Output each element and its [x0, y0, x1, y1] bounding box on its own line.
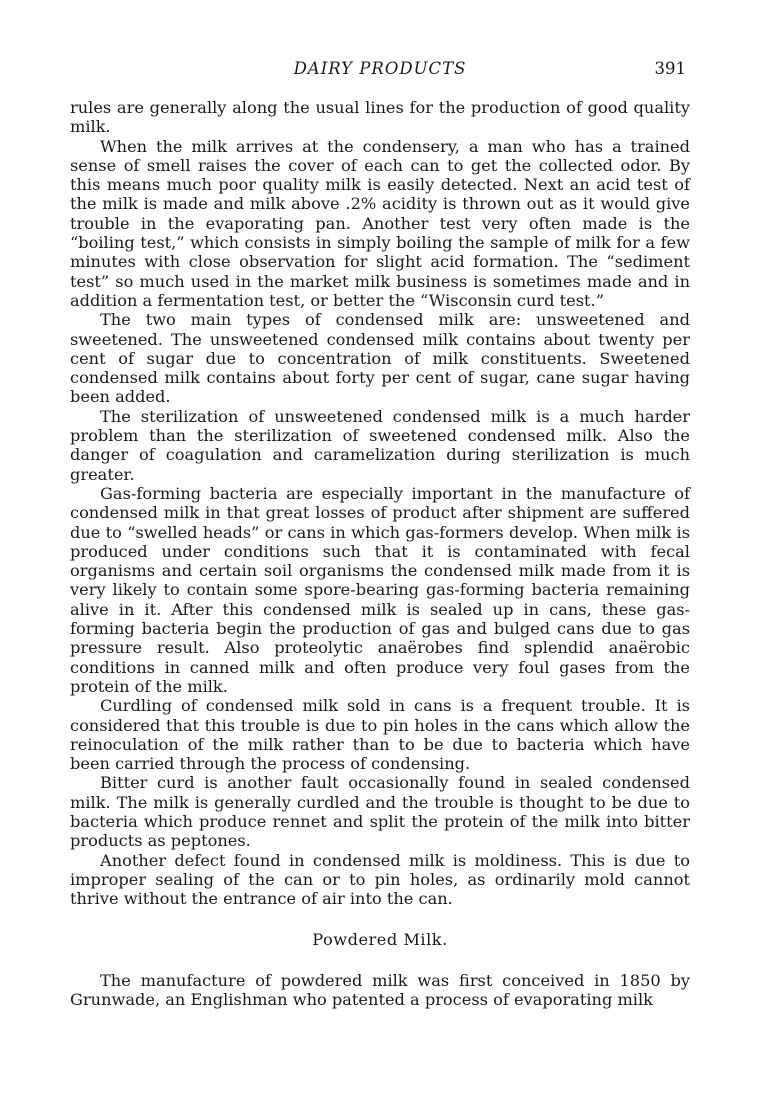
running-head	[70, 56, 690, 82]
book-page	[70, 56, 690, 1009]
running-title: DAIRY PRODUCTS	[293, 59, 467, 78]
paragraph-types-of-condensed-milk: The two main types of condensed milk are: unsweetened and sweetened. The unsweetened condensed milk contains about twenty per cent of sugar due to concentration of milk constituents. Sweetened condensed milk contains about forty per cent of sugar, cane sugar having been added.	[70, 310, 690, 407]
paragraph-condensery-tests: When the milk arrives at the condensery, a man who has a trained sense of smell raises the cover of each can to get the collected odor. By this means much poor quality milk is easily detected. Next an acid test of the milk is made and milk above .2% acidity is thrown out as it would give trouble in the evaporating pan. Another test very often made is the “boiling test,” which consists in simply boiling the sample of milk for a few minutes with close observation for slight acid formation. The “sediment test” so much used in the market milk business is sometimes made and in addition a fermentation test, or better the “Wisconsin curd test.”	[70, 136, 690, 310]
paragraph-powdered-milk: The manufacture of powdered milk was first conceived in 1850 by Grunwade, an Englishman who patented a process of evaporating milk	[70, 970, 690, 1010]
body-text	[70, 98, 690, 908]
paragraph-curdling: Curdling of condensed milk sold in cans is a frequent trouble. It is considered that this trouble is due to pin holes in the cans which allow the reinoculation of the milk rather than to be due to bacteria which have been carried through the process of condensing.	[70, 696, 690, 774]
paragraph-continuation: rules are generally along the usual lines for the production of good quality milk.	[70, 98, 690, 137]
section-heading: Powdered Milk.	[312, 930, 448, 950]
page-number: 391	[654, 59, 686, 78]
paragraph-moldiness: Another defect found in condensed milk is moldiness. This is due to improper sealing of the can or to pin holes, as ordinarily mold cannot thrive without the entrance of air into the can.	[70, 850, 690, 909]
paragraph-bitter-curd: Bitter curd is another fault occasionally found in sealed condensed milk. The milk is generally curdled and the trouble is thought to be due to bacteria which produce rennet and split the protein of the milk into bitter products as peptones.	[70, 773, 690, 851]
paragraph-gas-forming-bacteria: Gas-forming bacteria are especially important in the manufacture of condensed milk in that great losses of product after shipment are suffered due to “swelled heads” or cans in which gas-formers develop. When milk is produced under conditions such that it is contaminated with fecal organisms and certain soil organisms the condensed milk made from it is very likely to contain some spore-bearing gas-forming bacteria remaining alive in it. After this condensed milk is sealed up in cans, these gas-forming bacteria begin the production of gas and bulged cans due to gas pressure result. Also proteolytic anaërobes find splendid anaërobic conditions in canned milk and often produce very foul gases from the protein of the milk.	[70, 483, 690, 696]
section-text	[70, 971, 690, 1010]
paragraph-sterilization: The sterilization of unsweetened condensed milk is a much harder problem than the sterilization of sweetened condensed milk. Also the danger of coagulation and caramelization during sterilization is much greater.	[70, 406, 690, 484]
